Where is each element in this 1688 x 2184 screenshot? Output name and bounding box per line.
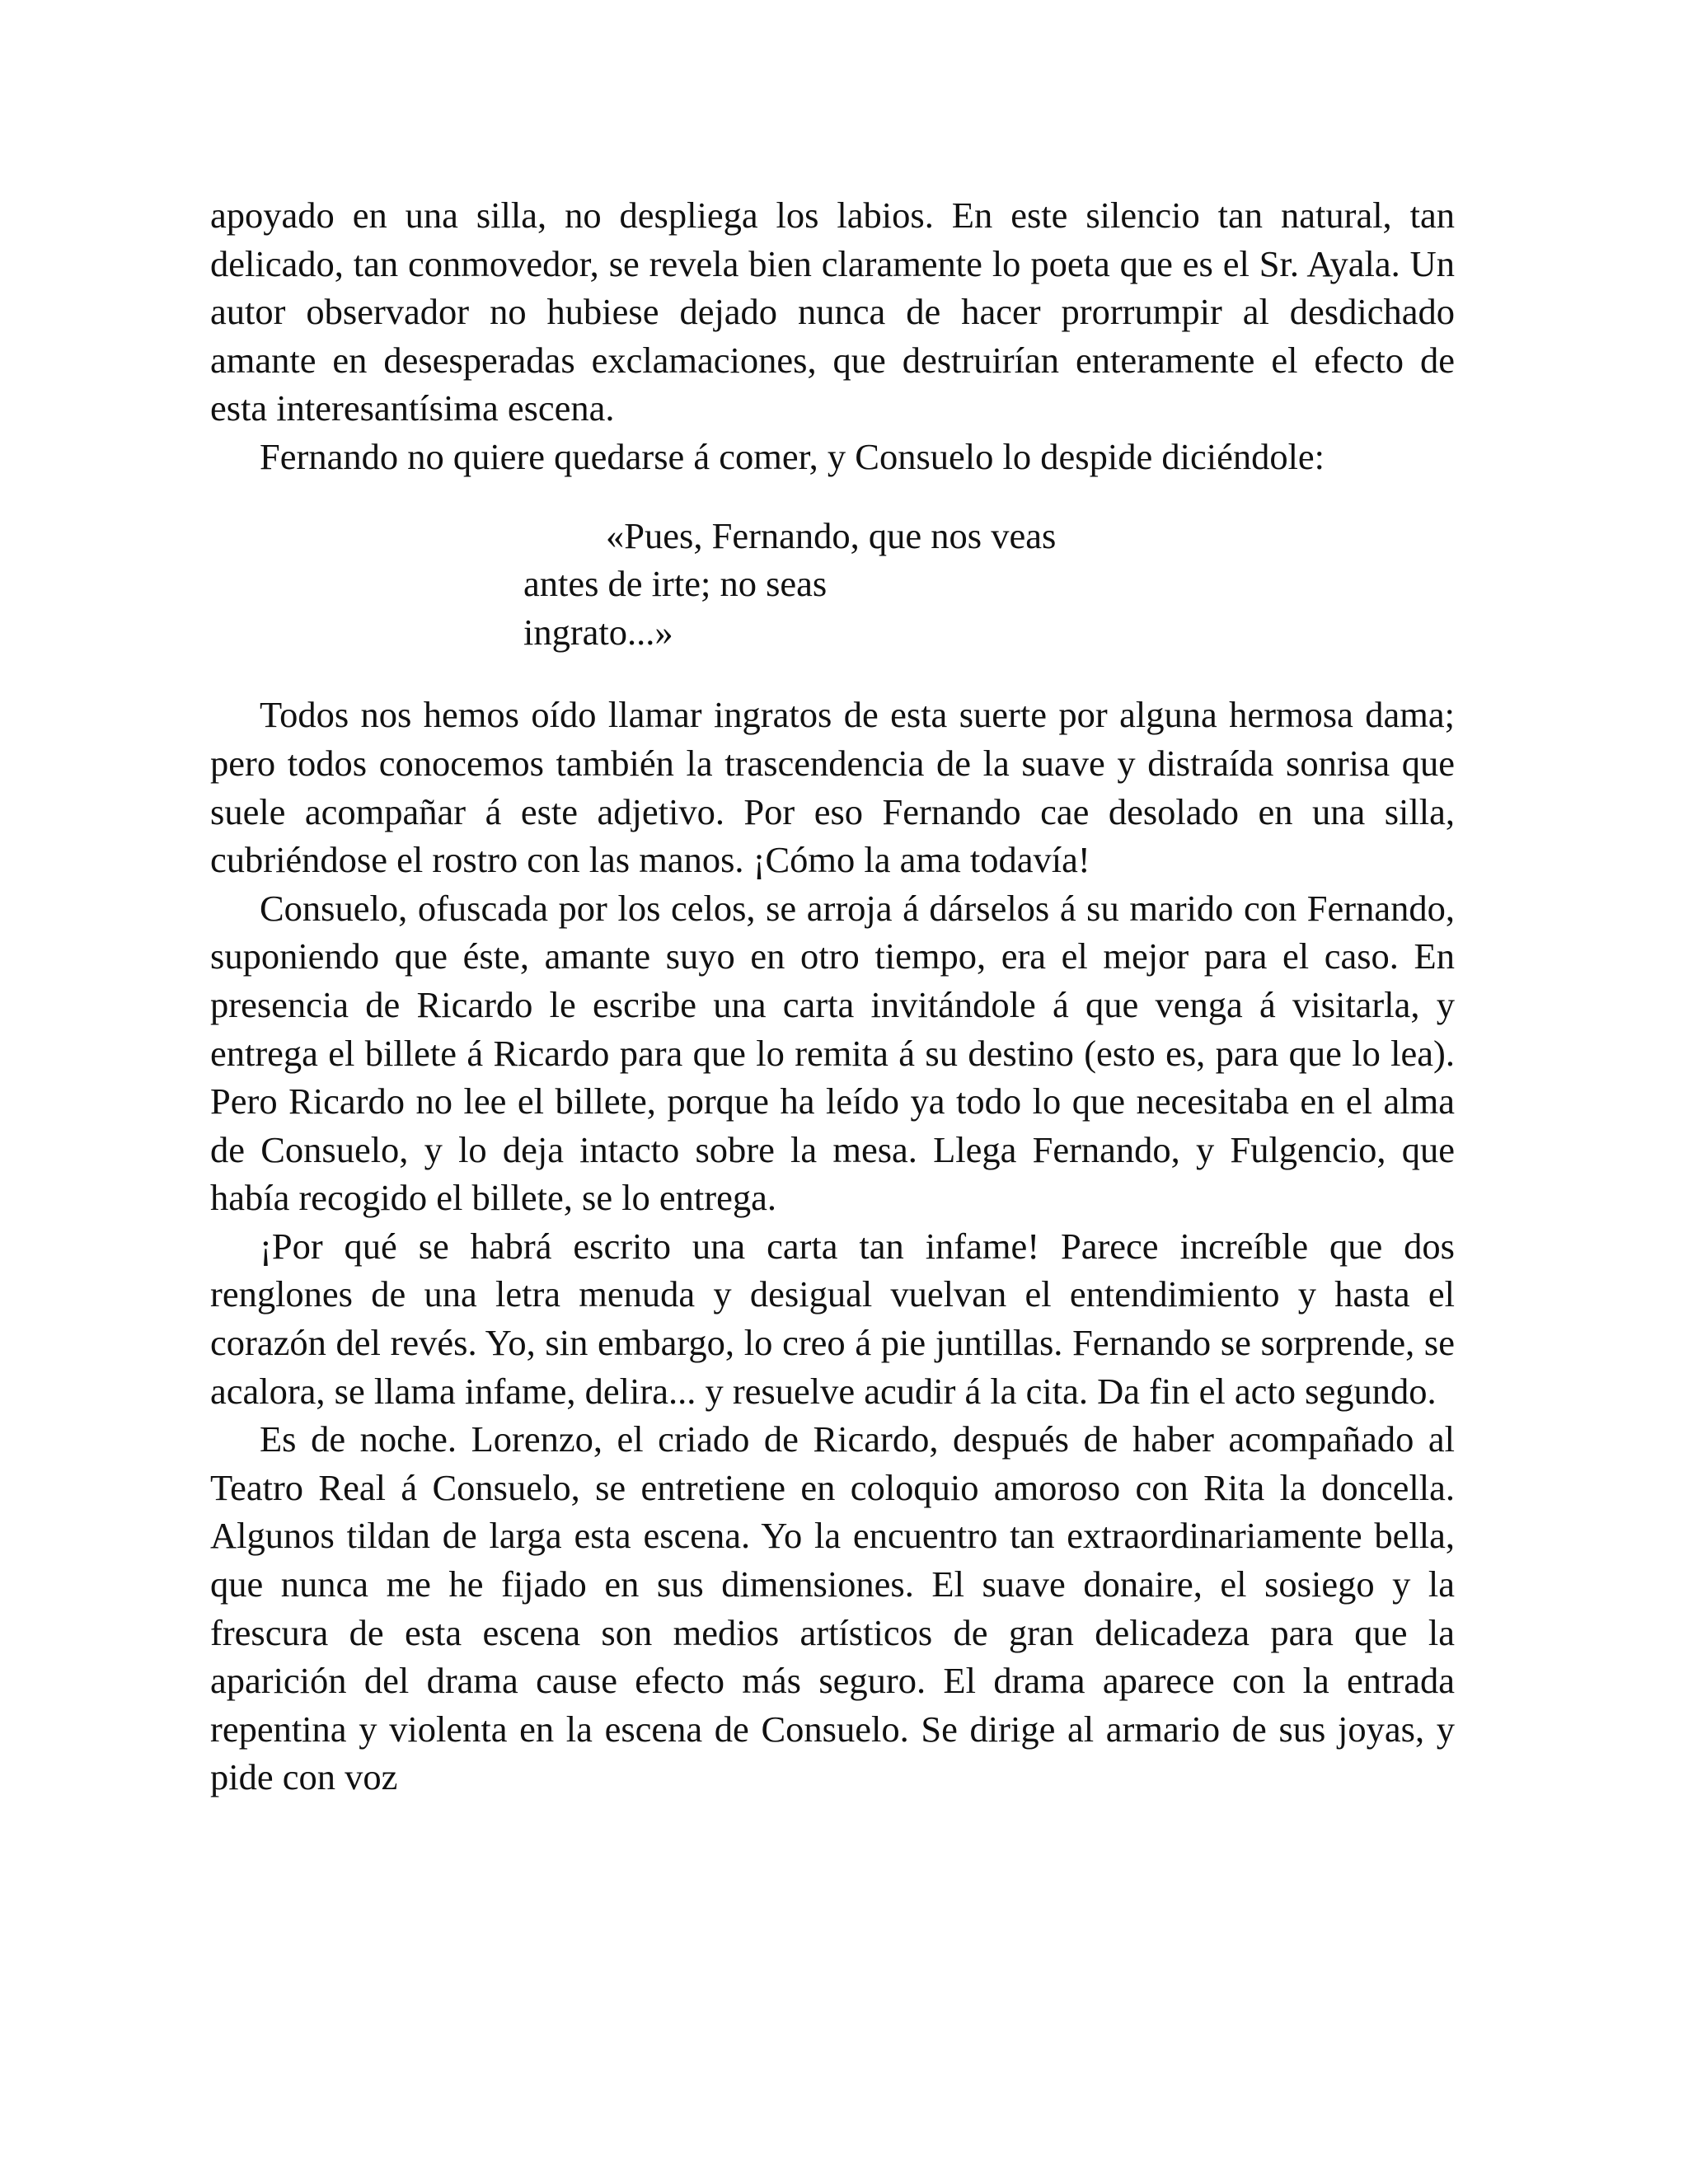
- verse-line: antes de irte; no seas: [523, 563, 828, 605]
- verse-line: ingrato...»: [523, 611, 673, 653]
- verse-line: «Pues, Fernando, que nos veas: [606, 514, 1057, 556]
- verse-quote: [210, 512, 1455, 657]
- paragraph: Consuelo, ofuscada por los celos, se arroja á dárselos á su marido con Fernando, suponiendo que éste, amante suyo en otro tiempo, era el mejor para el caso. En presencia de Ricardo le escribe una carta invitándole á que venga á visitarla, y entrega el billete á Ricardo para que lo remita á su destino (esto es, para que lo lea). Pero Ricardo no lee el billete, porque ha leído ya todo lo que necesitaba en el alma de Consuelo, y lo deja intacto sobre la mesa. Llega Fernando, y Fulgencio, que había recogido el billete, se lo entrega.: [210, 887, 1455, 1219]
- paragraph-continuation: apoyado en una silla, no despliega los labios. En este silencio tan natural, tan delicado, tan conmovedor, se revela bien claramente lo poeta que es el Sr. Ayala. Un autor observador no hubiese dejado nunca de hacer prorrumpir al desdichado amante en desesperadas exclamaciones, que destruirían enteramente el efecto de esta interesantísima escena.: [210, 194, 1455, 429]
- paragraph: Fernando no quiere quedarse á comer, y Consuelo lo despide diciéndole:: [260, 435, 1325, 477]
- page-body: [210, 191, 1455, 1802]
- paragraph: ¡Por qué se habrá escrito una carta tan infame! Parece increíble que dos renglones de una letra menuda y desigual vuelvan el entendimiento y hasta el corazón del revés. Yo, sin embargo, lo creo á pie juntillas. Fernando se sorprende, se acalora, se llama infame, delira... y resuelve acudir á la cita. Da fin el acto segundo.: [210, 1225, 1455, 1412]
- paragraph: Todos nos hemos oído llamar ingratos de esta suerte por alguna hermosa dama; pero todos conocemos también la trascendencia de la suave y distraída sonrisa que suele acompañar á este adjetivo. Por eso Fernando cae desolado en una silla, cubriéndose el rostro con las manos. ¡Cómo la ama todavía!: [210, 694, 1455, 881]
- paragraph: Es de noche. Lorenzo, el criado de Ricardo, después de haber acompañado al Teatro Real á Consuelo, se entretiene en coloquio amoroso con Rita la doncella. Algunos tildan de larga esta escena. Yo la encuentro tan extraordinariamente bella, que nunca me he fijado en sus dimensiones. El suave donaire, el sosiego y la frescura de esta escena son medios artísticos de gran delicadeza para que la aparición del drama cause efecto más seguro. El drama aparece con la entrada repentina y violenta en la escena de Consuelo. Se dirige al armario de sus joyas, y pide con voz: [210, 1418, 1455, 1798]
